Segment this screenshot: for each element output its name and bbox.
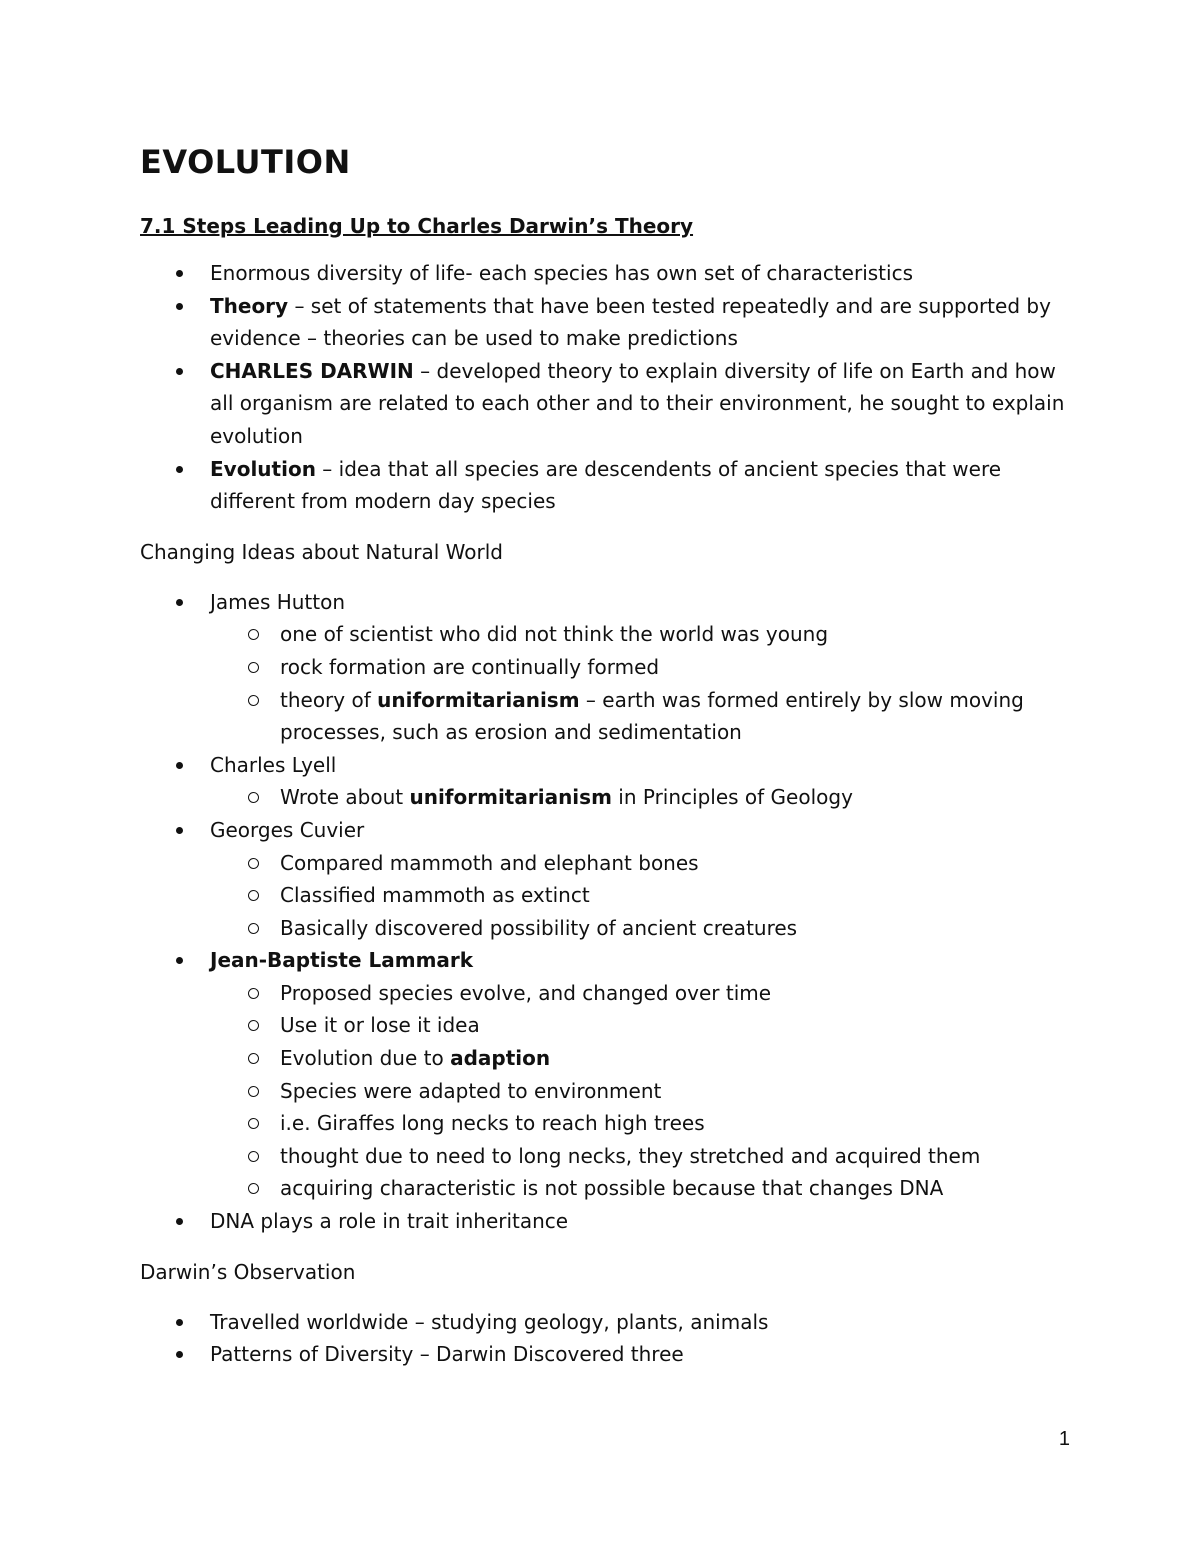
sub-list-item [210,912,1080,945]
bold-term: uniformitarianism [377,687,580,712]
list-item-lamarck [140,944,1080,1205]
sub-list-item [210,1107,1080,1140]
sub-list-item [210,684,1080,749]
sub-list [210,781,1080,814]
sub-item-text: theory of [280,687,378,712]
sub-list-item [210,1042,1080,1075]
sub-list-item [210,977,1080,1010]
bullet-text: DNA plays a role in trait inheritance [210,1209,569,1234]
sub-list-item [210,1009,1080,1042]
list-item [140,1338,1080,1371]
scientist-name: Jean-Baptiste Lammark [210,948,474,973]
sub-list [210,618,1080,748]
bold-term: uniformitarianism [409,785,612,810]
sub-item-text: – earth was formed entirely by slow moving processes, such as erosion and sedimentation [280,687,1024,745]
sub-list-item [210,651,1080,684]
bullet-term: CHARLES DARWIN [210,358,414,383]
sub-list-item [210,879,1080,912]
subheading-darwins-observation: Darwin’s Observation [140,1259,356,1284]
sub-list-item [210,1140,1080,1173]
section3-list [140,1306,1080,1371]
list-item [140,257,1080,290]
bold-term: adaption [450,1046,551,1071]
sub-item-text: one of scientist who did not think the world was young [280,622,829,647]
sub-item-text: Compared mammoth and elephant bones [280,850,699,875]
sub-item-text: Proposed species evolve, and changed over time [280,980,772,1005]
sub-list-item [210,847,1080,880]
list-item [140,453,1080,518]
bullet-text: – idea that all species are descendents of ancient species that were different from modern day species [210,456,1002,514]
section1-list [140,257,1080,518]
bullet-text: – developed theory to explain diversity of life on Earth and how all organism are related to each other and to their environment, he sought to explain evolution [210,358,1065,448]
sub-list [210,847,1080,945]
list-item [140,355,1080,453]
section2-list [140,586,1080,1238]
sub-item-text: Evolution due to [280,1046,451,1071]
bullet-term: Theory [210,293,289,318]
scientist-name: James Hutton [210,589,346,614]
sub-item-text: Basically discovered possibility of ancient creatures [280,915,798,940]
sub-item-text: acquiring characteristic is not possible because that changes DNA [280,1176,944,1201]
subheading-changing-ideas: Changing Ideas about Natural World [140,539,503,564]
list-item-dna [140,1205,1080,1238]
sub-item-text: Species were adapted to environment [280,1078,662,1103]
sub-item-text: Wrote about [280,785,410,810]
sub-list-item [210,1075,1080,1108]
sub-item-text: Classified mammoth as extinct [280,883,590,908]
sub-item-text: thought due to need to long necks, they stretched and acquired them [280,1143,981,1168]
bullet-text: Enormous diversity of life- each species has own set of characteristics [210,261,913,285]
sub-list-item [210,1172,1080,1205]
page-content [140,140,1080,1371]
list-item [140,290,1080,355]
list-item [140,1306,1080,1339]
page-number: 1 [1058,1428,1070,1450]
list-item-hutton [140,586,1080,749]
sub-item-text: i.e. Giraffes long necks to reach high trees [280,1111,705,1136]
scientist-name: Georges Cuvier [210,817,365,842]
document-title: EVOLUTION [140,143,351,181]
sub-list [210,977,1080,1205]
scientist-name: Charles Lyell [210,752,337,777]
bullet-text: Travelled worldwide – studying geology, plants, animals [210,1309,769,1334]
sub-item-text: in Principles of Geology [611,785,853,810]
bullet-text: Patterns of Diversity – Darwin Discovered three [210,1342,684,1367]
sub-item-text: Use it or lose it idea [280,1013,480,1038]
sub-list-item [210,781,1080,814]
list-item-lyell [140,749,1080,814]
sub-list-item [210,618,1080,651]
sub-item-text: rock formation are continually formed [280,654,660,679]
bullet-text: – set of statements that have been tested repeatedly and are supported by evidence – theories can be used to make predictions [210,293,1051,351]
bullet-term: Evolution [210,456,316,481]
list-item-cuvier [140,814,1080,944]
section-heading-7-1: 7.1 Steps Leading Up to Charles Darwin’s Theory [140,214,694,238]
